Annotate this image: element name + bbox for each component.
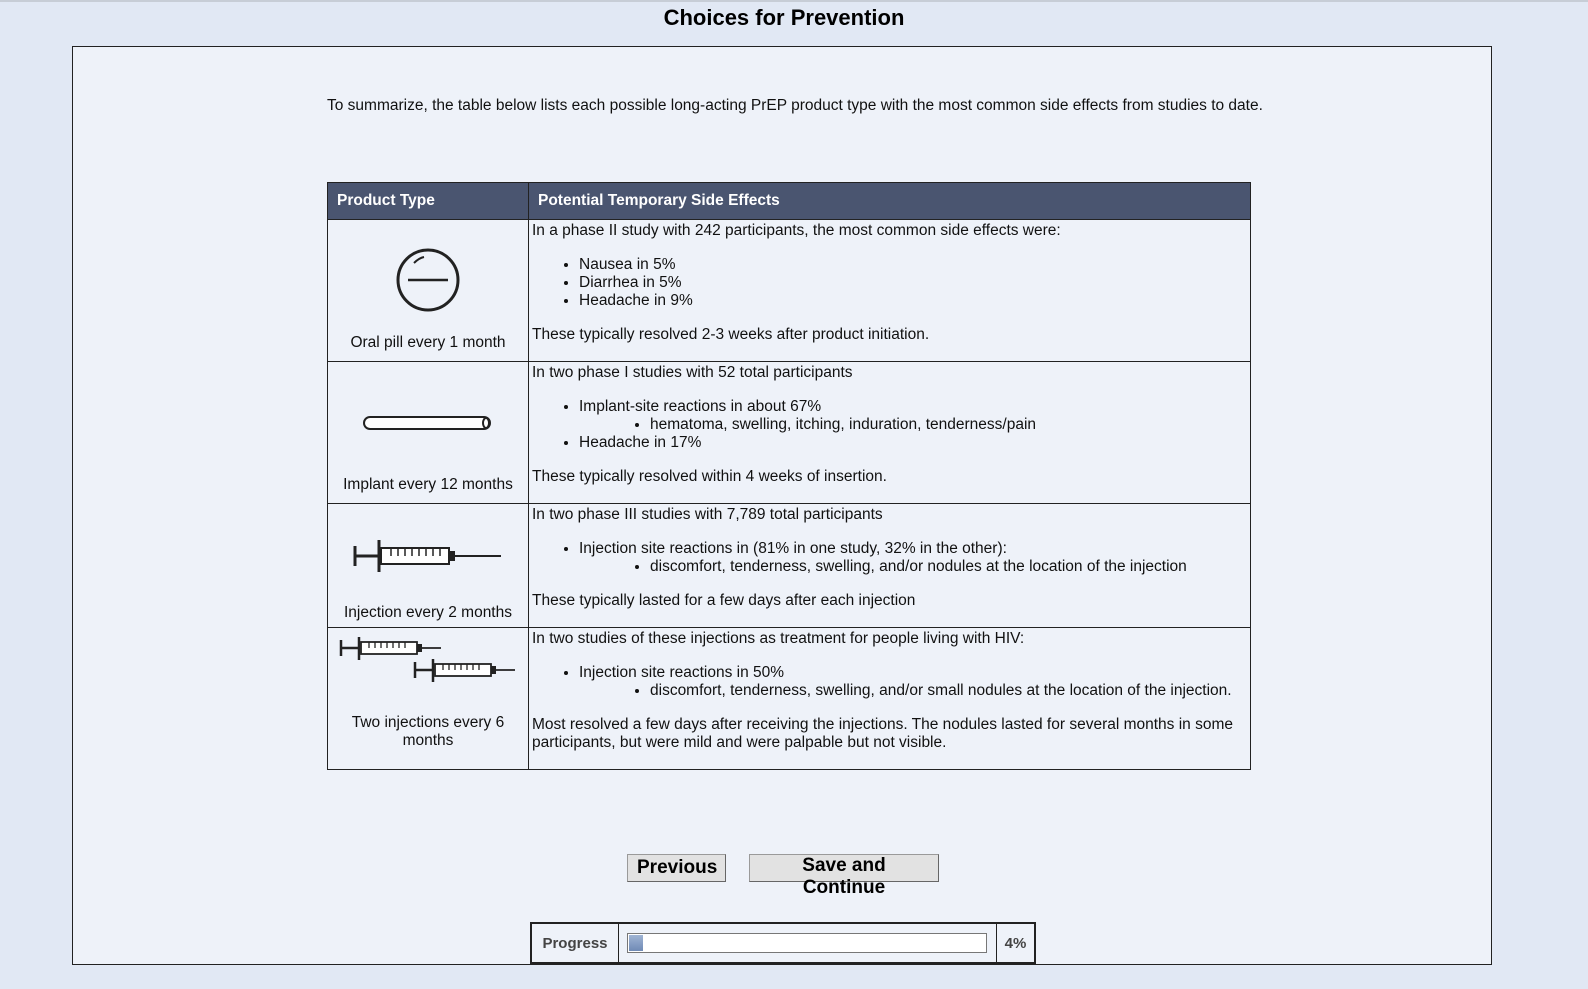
effects-intro: In a phase II study with 242 participants, the most common side effects were: xyxy=(532,222,1061,239)
table-header-row xyxy=(328,183,1251,220)
effects-outro: These typically lasted for a few days after each injection xyxy=(532,592,916,609)
product-label: Oral pill every 1 month xyxy=(350,334,506,351)
effects-cell xyxy=(529,220,1251,362)
list-item: • Headache in 9% xyxy=(579,292,1247,310)
effects-outro: Most resolved a few days after receiving the injections. The nodules lasted for several months in some participants, but were mild and were palpable but not visible. xyxy=(532,716,1234,751)
header-product-type: Product Type xyxy=(328,183,529,220)
effects-list xyxy=(532,256,1247,310)
product-cell xyxy=(328,220,529,362)
progress-track-cell xyxy=(619,924,997,962)
effects-cell xyxy=(529,362,1251,504)
effects-intro: In two phase I studies with 52 total participants xyxy=(532,364,853,381)
list-item-text: Implant-site reactions in about 67% xyxy=(579,398,822,415)
sub-list-item: • discomfort, tenderness, swelling, and/or nodules at the location of the injection xyxy=(650,558,1247,576)
table-row xyxy=(328,362,1251,504)
header-side-effects: Potential Temporary Side Effects xyxy=(529,183,1251,220)
top-rule xyxy=(0,0,1588,2)
pill-icon xyxy=(395,247,461,313)
progress-label: Progress xyxy=(532,924,619,962)
effects-outro: These typically resolved within 4 weeks of insertion. xyxy=(532,468,887,485)
effects-intro: In two studies of these injections as treatment for people living with HIV: xyxy=(532,630,1025,647)
progress-bar xyxy=(627,933,987,953)
content-panel xyxy=(72,46,1492,965)
product-cell xyxy=(328,362,529,504)
side-effects-table xyxy=(327,182,1251,770)
list-item: • Nausea in 5% xyxy=(579,256,1247,274)
previous-button[interactable]: Previous xyxy=(627,854,726,882)
table-row xyxy=(328,628,1251,770)
sub-list-item: • discomfort, tenderness, swelling, and/or small nodules at the location of the injection. xyxy=(650,682,1247,700)
list-item: • Headache in 17% xyxy=(579,434,1247,452)
two-syringes-icon xyxy=(339,636,517,688)
product-label: Injection every 2 months xyxy=(343,604,512,621)
sub-list xyxy=(579,558,1247,576)
product-cell xyxy=(328,628,529,770)
sub-list xyxy=(579,682,1247,700)
product-label: Two injections every 6 months xyxy=(351,714,505,749)
effects-list xyxy=(532,540,1247,576)
list-item xyxy=(579,664,1247,700)
intro-text: To summarize, the table below lists each possible long-acting PrEP product type with the most common side effects from studies to date. xyxy=(327,97,1263,114)
table-row xyxy=(328,504,1251,628)
list-item xyxy=(579,398,1247,434)
progress-value: 4% xyxy=(1004,934,1027,952)
effects-list xyxy=(532,664,1247,700)
list-item xyxy=(579,540,1247,576)
progress-fill xyxy=(629,935,643,951)
sub-list xyxy=(579,416,1247,434)
effects-cell xyxy=(529,504,1251,628)
list-item: • Diarrhea in 5% xyxy=(579,274,1247,292)
save-and-continue-button[interactable]: Save and Continue xyxy=(749,854,939,882)
effects-cell xyxy=(529,628,1251,770)
table-row xyxy=(328,220,1251,362)
list-item-text: Injection site reactions in 50% xyxy=(579,664,785,681)
effects-outro: These typically resolved 2-3 weeks after product initiation. xyxy=(532,326,930,343)
syringe-icon xyxy=(353,538,503,574)
progress-indicator xyxy=(530,922,1036,964)
sub-list-item: • hematoma, swelling, itching, induration, tenderness/pain xyxy=(650,416,1247,434)
product-label: Implant every 12 months xyxy=(343,476,513,493)
product-cell xyxy=(328,504,529,628)
effects-intro: In two phase III studies with 7,789 total participants xyxy=(532,506,883,523)
effects-list xyxy=(532,398,1247,452)
page-title: Choices for Prevention xyxy=(663,5,905,30)
implant-icon xyxy=(362,414,494,432)
list-item-text: Injection site reactions in (81% in one study, 32% in the other): xyxy=(579,540,1007,557)
